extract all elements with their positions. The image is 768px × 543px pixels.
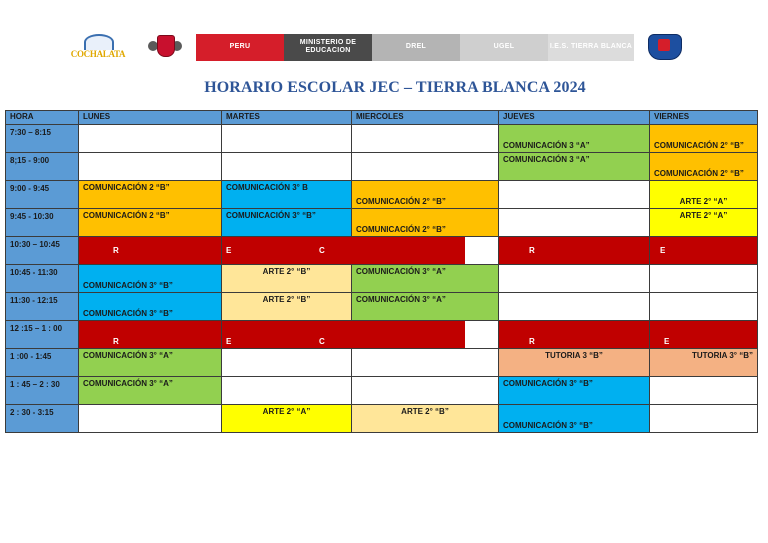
schedule-cell: [650, 293, 758, 321]
schedule-cell: COMUNICACIÓN 2° “B”: [650, 153, 758, 181]
hour-cell: 1 :00 - 1:45: [6, 349, 79, 377]
col-header-viernes: VIERNES: [650, 111, 758, 125]
table-row: [6, 349, 758, 377]
national-shield-logo: [148, 33, 182, 61]
hour-cell: 1 : 45 – 2 : 30: [6, 377, 79, 405]
schedule-cell: [222, 377, 352, 405]
hour-cell: 12 :15 – 1 : 00: [6, 321, 79, 349]
schedule-cell: ARTE 2° “B”: [352, 405, 499, 433]
schedule-cell: COMUNICACIÓN 3° “A”: [79, 377, 222, 405]
recess-letter: C: [319, 321, 466, 349]
band-peru: PERU: [196, 34, 284, 61]
schedule-cell: [79, 153, 222, 181]
recess-letter: E: [650, 237, 758, 265]
hour-cell: 8;15 - 9:00: [6, 153, 79, 181]
school-logo: [66, 34, 130, 60]
schedule-cell: COMUNICACIÓN 2° “B”: [352, 209, 499, 237]
col-header-hora: HORA: [6, 111, 79, 125]
schedule-cell: ARTE 2° “A”: [650, 209, 758, 237]
col-header-lunes: LUNES: [79, 111, 222, 125]
schedule-cell: [222, 125, 352, 153]
schedule-cell: [352, 153, 499, 181]
table-row: [6, 293, 758, 321]
school-logo-text: COCHALATA: [70, 49, 126, 59]
hour-cell: 2 : 30 - 3:15: [6, 405, 79, 433]
recess-letter: R: [79, 237, 222, 265]
schedule-cell: COMUNICACIÓN 3° “A”: [352, 293, 499, 321]
ies-crest-logo: [642, 33, 686, 61]
recess-letter: E: [222, 237, 352, 265]
header-logos: [66, 32, 686, 62]
schedule-cell: [499, 181, 650, 209]
schedule-cell: COMUNICACIÓN 3 “A”: [499, 125, 650, 153]
hour-cell: 9:00 - 9:45: [6, 181, 79, 209]
col-header-jueves: JUEVES: [499, 111, 650, 125]
schedule-cell: COMUNICACIÓN 2 “B”: [79, 181, 222, 209]
schedule-cell: COMUNICACIÓN 3 “A”: [499, 153, 650, 181]
hour-cell: 11:30 - 12:15: [6, 293, 79, 321]
recess-letter: R: [499, 237, 650, 265]
school-logo-emblem: [84, 34, 114, 50]
schedule-cell: COMUNICACIÓN 3° “B”: [499, 405, 650, 433]
col-header-martes: MARTES: [222, 111, 352, 125]
schedule-cell: [222, 153, 352, 181]
recess-row: [6, 237, 758, 265]
schedule-cell: ARTE 2° “B”: [222, 265, 352, 293]
band-ministerio: MINISTERIO DE EDUCACION: [284, 34, 372, 61]
ministry-band: [196, 34, 634, 61]
schedule-cell: [499, 265, 650, 293]
band-ies: I.E.S. TIERRA BLANCA: [548, 34, 634, 61]
schedule-cell: COMUNICACIÓN 3° “B”: [79, 293, 222, 321]
schedule-cell: COMUNICACIÓN 2 “B”: [79, 209, 222, 237]
schedule-cell: COMUNICACIÓN 3° B: [222, 181, 352, 209]
schedule-cell: TUTORIA 3° “B”: [650, 349, 758, 377]
schedule-cell: COMUNICACIÓN 3° “A”: [79, 349, 222, 377]
crest-center: [658, 39, 670, 51]
schedule-cell: COMUNICACIÓN 3° “B”: [222, 209, 352, 237]
schedule-cell: [352, 125, 499, 153]
recess-letter: R: [79, 321, 222, 349]
recess-letter: E: [650, 321, 758, 349]
schedule-cell: [650, 377, 758, 405]
schedule-cell: [222, 349, 352, 377]
col-header-miercoles: MIERCOLES: [352, 111, 499, 125]
schedule-cell: [352, 377, 499, 405]
schedule-cell: [79, 405, 222, 433]
schedule-cell: [499, 209, 650, 237]
schedule-cell: ARTE 2° “B”: [222, 293, 352, 321]
table-row: [6, 125, 758, 153]
table-row: [6, 265, 758, 293]
recess-letter: E: [222, 321, 352, 349]
page-title: HORARIO ESCOLAR JEC – TIERRA BLANCA 2024: [204, 79, 586, 96]
table-row: [6, 377, 758, 405]
schedule-cell: COMUNICACIÓN 3° “A”: [352, 265, 499, 293]
schedule-cell: [352, 349, 499, 377]
hour-cell: 10:30 – 10:45: [6, 237, 79, 265]
band-ugel: UGEL: [460, 34, 548, 61]
recess-letter: C: [319, 237, 466, 265]
table-row: [6, 181, 758, 209]
band-drel: DREL: [372, 34, 460, 61]
table-row: [6, 405, 758, 433]
schedule-cell: [499, 293, 650, 321]
schedule-cell: [650, 405, 758, 433]
shield-body: [157, 35, 175, 57]
schedule-cell: TUTORIA 3 “B”: [499, 349, 650, 377]
schedule-cell: COMUNICACIÓN 3° “B”: [79, 265, 222, 293]
table-row: [6, 153, 758, 181]
hour-cell: 9:45 - 10:30: [6, 209, 79, 237]
recess-row: [6, 321, 758, 349]
schedule-cell: COMUNICACIÓN 2° “B”: [650, 125, 758, 153]
hour-cell: 7:30 – 8:15: [6, 125, 79, 153]
header-row: [6, 111, 758, 125]
schedule-table: [5, 110, 758, 433]
hour-cell: 10:45 - 11:30: [6, 265, 79, 293]
recess-letter: R: [499, 321, 650, 349]
schedule-cell: COMUNICACIÓN 2° “B”: [352, 181, 499, 209]
schedule-cell: [650, 265, 758, 293]
table-row: [6, 209, 758, 237]
schedule-cell: ARTE 2° “A”: [222, 405, 352, 433]
schedule-cell: ARTE 2° “A”: [650, 181, 758, 209]
schedule-cell: [79, 125, 222, 153]
schedule-cell: COMUNICACIÓN 3° “B”: [499, 377, 650, 405]
